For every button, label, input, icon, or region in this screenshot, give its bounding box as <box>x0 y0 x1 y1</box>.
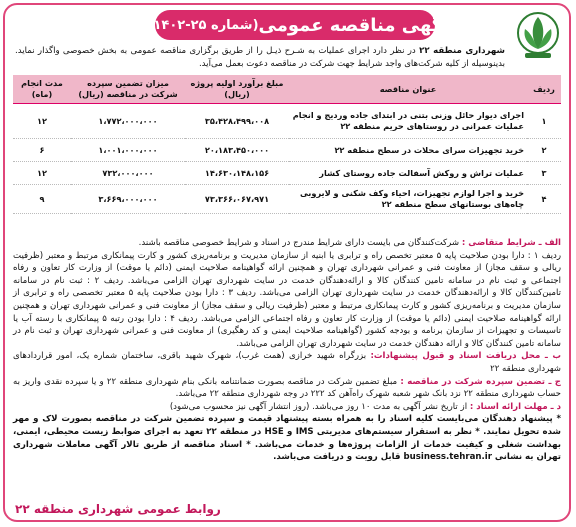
cell-row-number: ۱ <box>527 104 561 139</box>
notice-body <box>13 237 561 464</box>
notice-title <box>147 10 449 40</box>
cell-title: خرید تجهیزات سرای محلات در سطح منطقه ۲۲ <box>289 139 527 162</box>
table-header-row <box>13 75 561 104</box>
cell-row-number: ۲ <box>527 139 561 162</box>
header-duration: مدت انجام (ماه) <box>13 75 71 104</box>
tender-table-wrapper <box>13 75 561 214</box>
table-row <box>13 139 561 162</box>
header-title: عنوان مناقصه <box>289 75 527 104</box>
section-conditions-heading: الف ـ شرایط متقاضی : <box>461 238 561 248</box>
table-row <box>13 185 561 214</box>
section-conditions-text: شرکت‌کنندگان می بایست دارای شرایط مندرج در اسناد و شرایط خصوصی مناقصه باشند. <box>138 238 462 248</box>
section-deadline <box>13 401 561 414</box>
section-eligibility-text: ردیف ۱ : دارا بودن صلاحیت پایه ۵ معتبر تخصص راه و ترابری یا ابنیه از سازمان مدیریت و برنامه‌ریزی کشور و کارت پیمانکاری مرتبط و معتبر (ظرفیت ریالی و سقف مجاز) از معاونت فنی و عمرانی شهرداری تهران و همچنین ارائه گواهینامه صلاحیت ایمنی (دائم یا موقت) از وزارت کار تعاون و رفاه اجتماعی و ثبت نام در سامانه تامین کنندگان کالا و ارائه‌دهندگان خدمت در سایت شهرداری تهران الزامی می‌باشد. ردیف ۲ : ثبت نام در سامانه تامین‌کنندگان کالا و ارائه‌دهندگان خدمت در سایت شهرداری تهران الزامی می‌باشد. ردیف ۳ : دارا بودن صلاحیت پایه ۵ معتبر تخصصی راه و ترابری از سازمان مدیریت و برنامه‌ریزی کشور و کارت پیمانکاری مرتبط و معتبر (ظرفیت ریالی و سقف مجاز) از معاونت فنی و عمرانی شهرداری تهران و همچنین ارائه گواهینامه صلاحیت ایمنی (دائم یا موقت) از وزارت کار تعاون و رفاه اجتماعی الزامی می‌باشد. ردیف ۴ : دارا بودن رتبه ۵ پیمانکاری با رسته آب یا تاسیسات و تجهیزات از سازمان برنامه و بودجه کشور (گواهینامه صلاحیت ایمنی و کد رهگیری) از معاونت فنی و عمرانی شهرداری تهران و ثبت نام در سامانه تامین کنندگان کالا و ارائه دهندگان خدمت در سایت شهرداری تهران الزامی می‌باشد. <box>13 250 562 349</box>
notice-number: (شماره ۲۵-۱۴۰۲) <box>147 17 259 33</box>
cell-guarantee: ۱،۷۷۲،۰۰۰،۰۰۰ <box>71 104 185 139</box>
section-guarantee <box>13 376 561 401</box>
intro-paragraph <box>15 45 505 71</box>
cell-title: اجرای دیوار حائل وزنی بتنی در ابتدای جاده وردیج و انجام عملیات عمرانی در روستاهای حریم منطقه ۲۲ <box>289 104 527 139</box>
section-deadline-text: از تاریخ نشر آگهی به مدت ۱۰ روز می‌باشد. (روز انتشار آگهی نیز محسوب می‌شود) <box>169 401 470 412</box>
tehran-municipality-logo-icon <box>513 9 563 61</box>
intro-text: در نظر دارد اجرای عملیات به شـرح ذیـل را از طریق برگزاری مناقصه عمومی به بخش خصوصی واگذار نماید. بدینوسیله از کلیه شرکت‌های واجد شرایط جهت شرکت در مناقصه دعوت بعمل می‌آید. <box>15 46 505 69</box>
section-guarantee-heading: ج ـ تضمین سپرده شرکت در مناقصه : <box>400 376 562 387</box>
section-eligibility <box>13 250 561 351</box>
header-row-number: ردیف <box>527 75 561 104</box>
header-guarantee: میزان تضمین سپرده شرکت در مناقصه (ریال) <box>71 75 185 104</box>
notice-title-text: آگهی مناقصه عمومی <box>258 14 449 36</box>
cell-title: خرید و اجرا لوازم تجهیزات، احیاء وکف شکنی و لایروبی چاه‌های بوستانهای سطح منطقه ۲۲ <box>289 185 527 214</box>
cell-duration: ۱۲ <box>13 162 71 185</box>
cell-guarantee: ۱،۰۰۱،۰۰۰،۰۰۰ <box>71 139 185 162</box>
cell-estimate: ۱۴،۶۳۰،۱۴۸،۱۵۶ <box>185 162 289 185</box>
cell-duration: ۹ <box>13 185 71 214</box>
table-row <box>13 162 561 185</box>
cell-duration: ۶ <box>13 139 71 162</box>
section-guarantee-text: مبلغ تضمین شرکت در مناقصه بصورت ضمانتنامه بانکی بنام شهرداری منطقه ۲۲ و یا سپرده نقدی واریز به حساب شهرداری منطقه ۲۲ نزد بانک شهر شعبه شهرک راه‌آهن کد ۲۲۲ در وجه شهرداری منطقه ۲۲ می‌باشد. <box>13 376 561 400</box>
header-estimate: مبلغ برآورد اولیه پروژه (ریال) <box>185 75 289 104</box>
public-relations-signature: روابط عمومی شهرداری منطقه ۲۲ <box>15 502 221 516</box>
intro-lead: شهرداری منطقه ۲۲ <box>419 46 506 56</box>
section-location <box>13 350 561 375</box>
tender-table <box>13 75 561 214</box>
tender-notice <box>3 3 571 522</box>
cell-estimate: ۷۳،۳۶۶،۰۶۷،۹۷۱ <box>185 185 289 214</box>
section-notes-text: * پیشنهاد دهندگان می‌بایست کلیه اسناد را به همراه بسته پیشنهاد قیمت و سپرده تضمین شرکت در مناقصه بصورت لاک و مهر شده تحویل نمایند. * نظر به استقرار سیستم‌های مدیریتی IMS و HSE در منطقه ۲۲ تعهد به اجرای ضوابط زیست محیطی، ایمنی، بهداشت شغلی و کیفیت خدمات از الزامات پروژه‌ها و خدمات می‌باشد. * اسناد مناقصه از طریق تالار آگهی معاملات شهرداری تهران به نشانی business.tehran.ir قابل رویت و دریافت می‌باشد. <box>13 414 561 463</box>
table-row <box>13 104 561 139</box>
cell-guarantee: ۳،۶۶۹،۰۰۰،۰۰۰ <box>71 185 185 214</box>
cell-guarantee: ۷۳۲،۰۰۰،۰۰۰ <box>71 162 185 185</box>
section-notes <box>13 413 561 463</box>
cell-estimate: ۲۰،۱۸۳،۴۵۰،۰۰۰ <box>185 139 289 162</box>
section-deadline-heading: د ـ مهلت ارائه اسناد : <box>469 401 561 412</box>
cell-estimate: ۳۵،۴۲۸،۴۹۹،۰۰۸ <box>185 104 289 139</box>
section-location-text: بزرگراه شهید خرازی (همت غرب)، شهرک شهید باقری، ساختمان شماره یک، امور قراردادهای شهرداری منطقه ۲۲ <box>13 351 561 374</box>
cell-row-number: ۴ <box>527 185 561 214</box>
cell-title: عملیات تراش و روکش آسفالت جاده روستای کشار <box>289 162 527 185</box>
cell-duration: ۱۲ <box>13 104 71 139</box>
section-conditions <box>13 237 561 250</box>
section-location-heading: ب ـ محل دریافت اسناد و قبول پیشنهادات: <box>370 351 561 362</box>
cell-row-number: ۳ <box>527 162 561 185</box>
